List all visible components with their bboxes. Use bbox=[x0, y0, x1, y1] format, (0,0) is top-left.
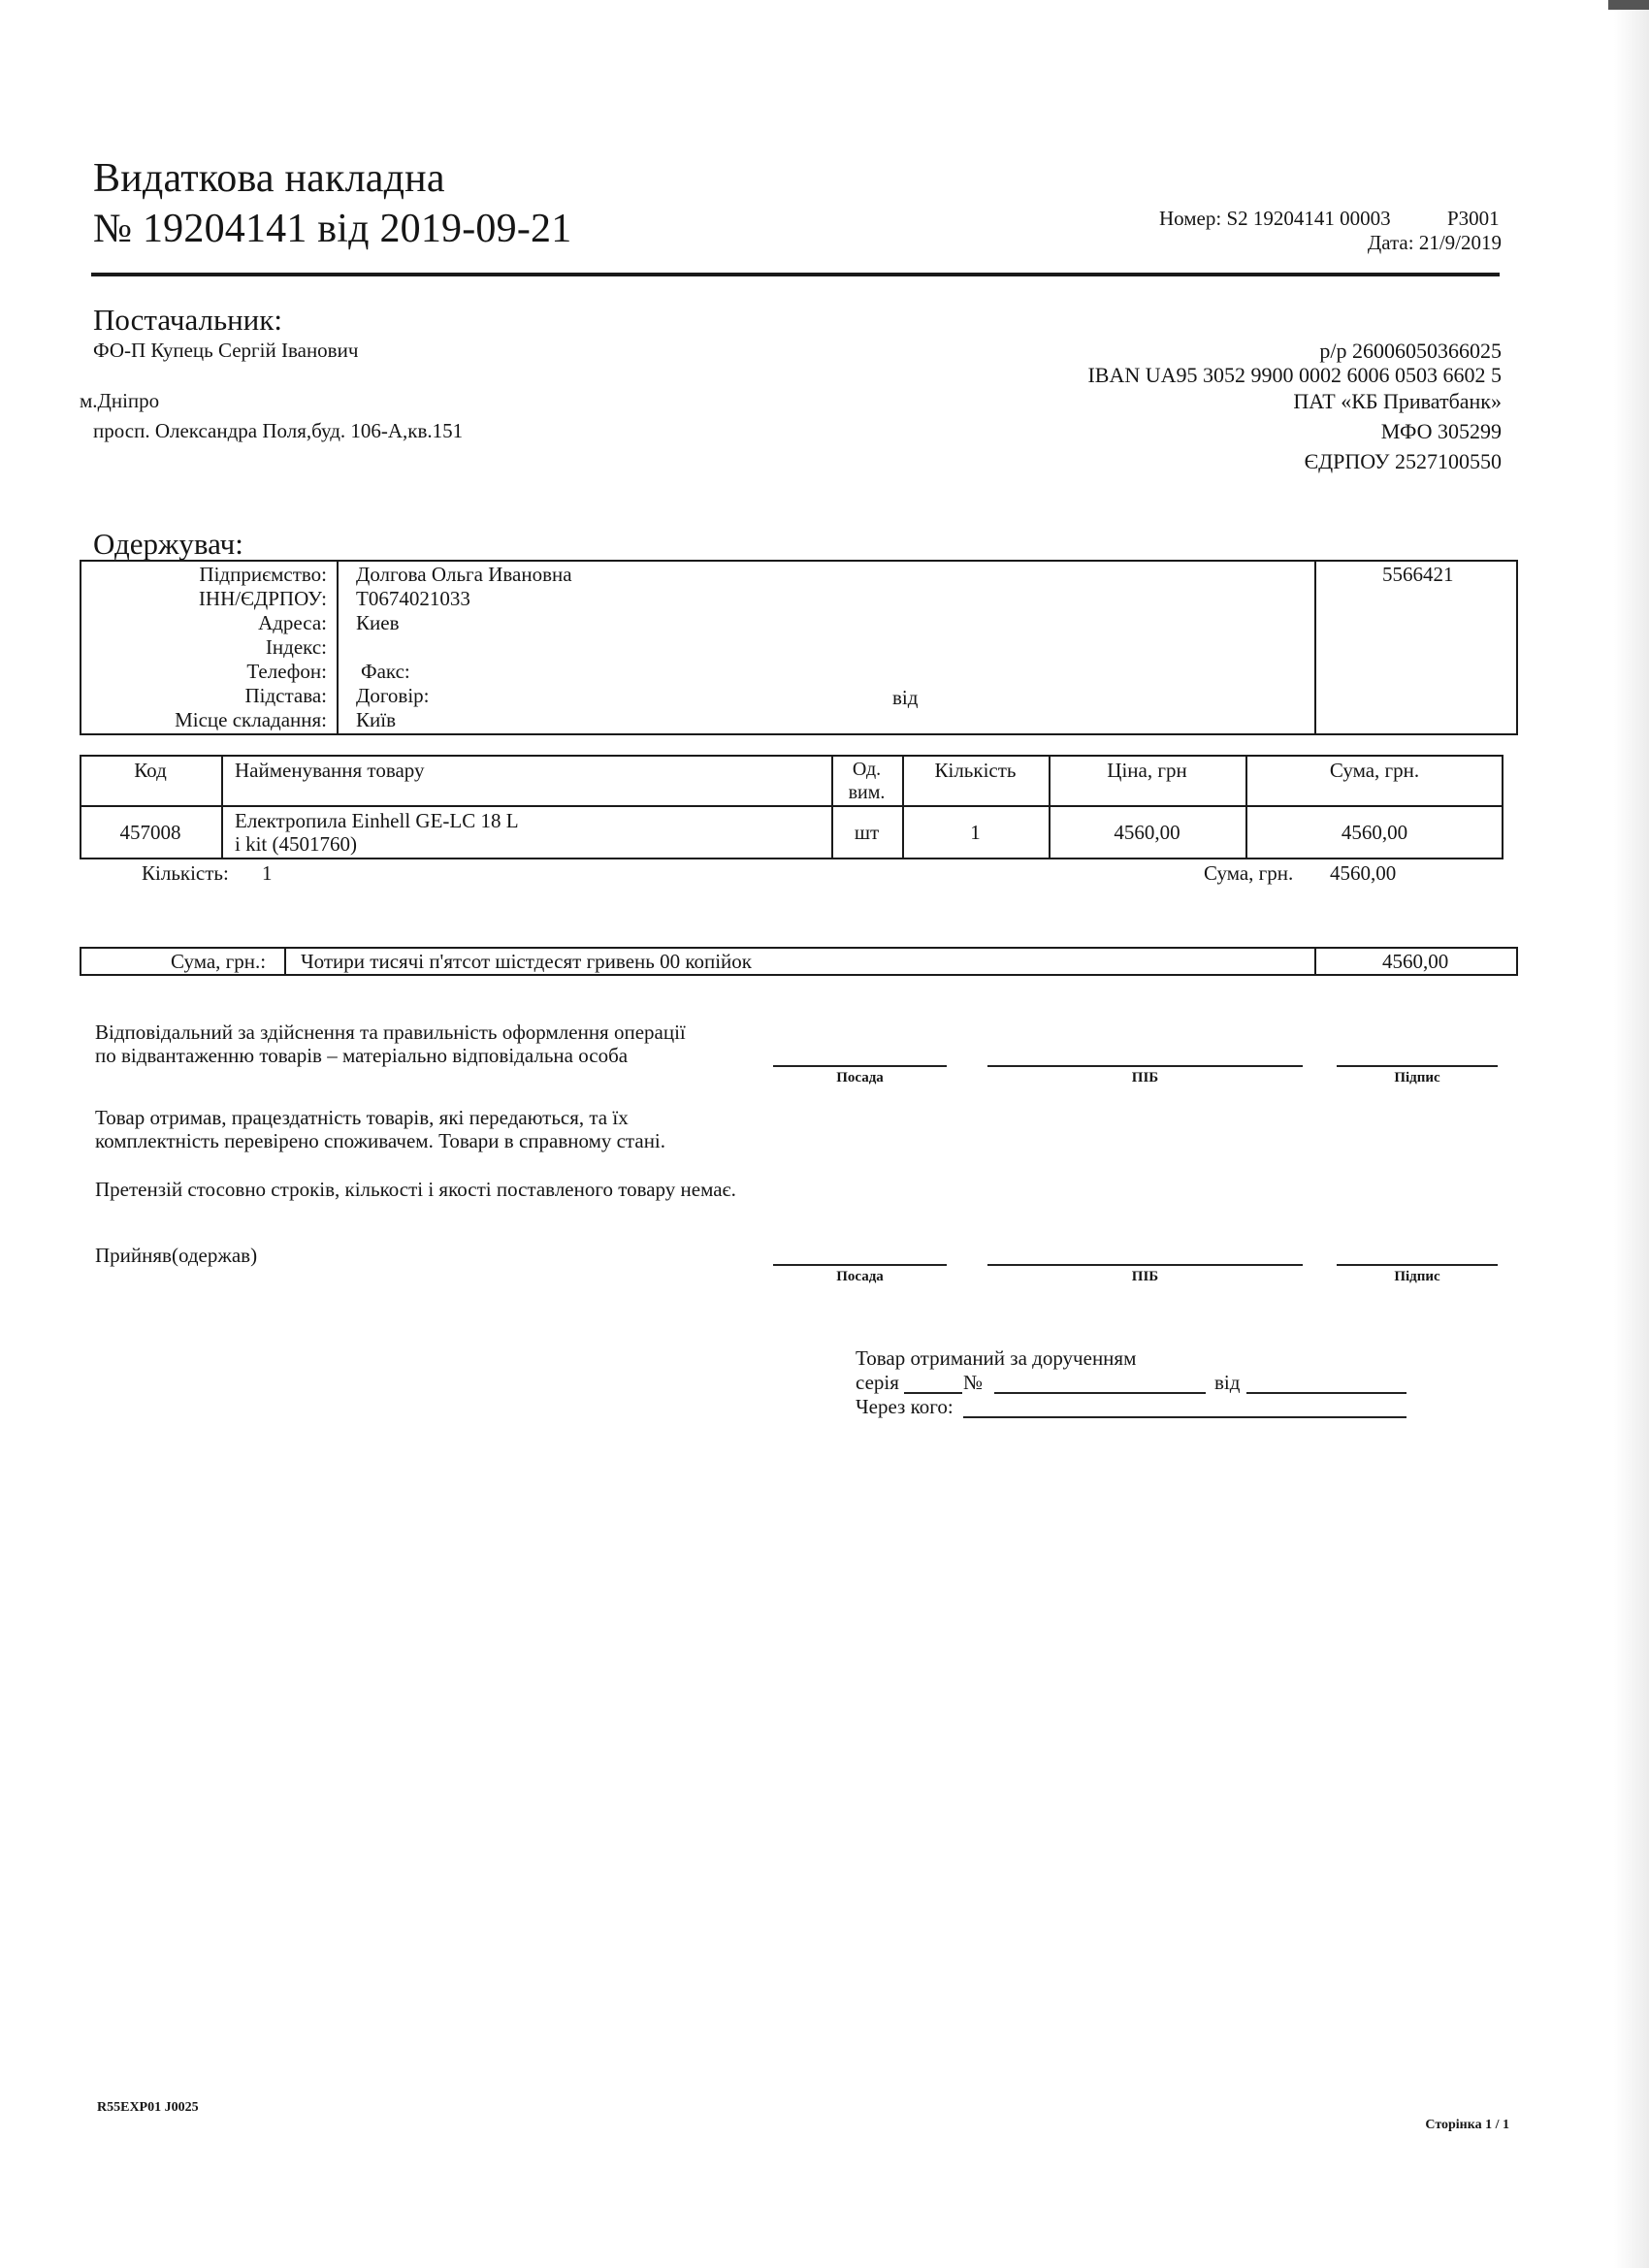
col-header-qty: Кількість bbox=[934, 759, 1017, 782]
poa-number-line bbox=[994, 1392, 1206, 1394]
items-header-divider bbox=[80, 805, 1504, 807]
label-basis: Підстава: bbox=[244, 684, 327, 707]
responsible-text-line1: Відповідальний за здійснення та правильність оформлення операції bbox=[95, 1021, 686, 1044]
acceptance-name-line bbox=[987, 1264, 1303, 1266]
page-number: Сторінка 1 / 1 bbox=[1425, 2118, 1509, 2132]
poa-from-line bbox=[1246, 1392, 1406, 1394]
acceptance-name-caption: ПІБ bbox=[1131, 1269, 1159, 1284]
supplier-name: ФО-П Купець Сергій Іванович bbox=[93, 339, 359, 362]
document-code: P3001 bbox=[1447, 207, 1500, 230]
received-text-line1: Товар отримав, працездатність товарів, які передаються, та їх bbox=[95, 1106, 629, 1129]
supplier-edrpou: ЄДРПОУ 2527100550 bbox=[1304, 449, 1502, 473]
label-company: Підприємство: bbox=[199, 563, 327, 586]
row-unit: шт bbox=[854, 821, 880, 844]
supplier-city: м.Дніпро bbox=[80, 389, 160, 412]
supplier-mfo: МФО 305299 bbox=[1380, 419, 1502, 443]
responsible-position-caption: Посада bbox=[836, 1070, 884, 1085]
received-text-line2: комплектність перевірено споживачем. Товари в справному стані. bbox=[95, 1129, 666, 1152]
recipient-place: Київ bbox=[356, 708, 396, 731]
poa-via-label: Через кого: bbox=[856, 1395, 954, 1418]
recipient-inn: Т0674021033 bbox=[356, 587, 470, 610]
recipient-code: 5566421 bbox=[1382, 563, 1454, 586]
qty-total-label: Кількість: bbox=[142, 861, 229, 885]
col-header-unit-1: Од. bbox=[852, 759, 882, 780]
supplier-iban: IBAN UA95 3052 9900 0002 6006 0503 6602 5 bbox=[1087, 363, 1502, 387]
responsible-signature-line bbox=[1337, 1065, 1498, 1067]
label-index: Індекс: bbox=[265, 635, 327, 659]
document-number-title: № 19204141 від 2019-09-21 bbox=[93, 207, 572, 251]
poa-via-line bbox=[963, 1416, 1406, 1418]
supplier-address: просп. Олександра Поля,буд. 106-А,кв.151 bbox=[93, 419, 464, 442]
row-sum: 4560,00 bbox=[1341, 821, 1408, 844]
col-header-sum: Сума, грн. bbox=[1329, 759, 1420, 782]
label-inn: ІНН/ЄДРПОУ: bbox=[198, 587, 327, 610]
row-code: 457008 bbox=[119, 821, 181, 844]
supplier-bank: ПАТ «КБ Приватбанк» bbox=[1293, 389, 1502, 413]
col-header-price: Ціна, грн bbox=[1107, 759, 1187, 782]
recipient-label-divider bbox=[337, 560, 339, 735]
recipient-address: Киев bbox=[356, 611, 400, 634]
document-date: Дата: 21/9/2019 bbox=[1367, 231, 1502, 254]
scan-edge-shadow bbox=[1614, 0, 1649, 2268]
responsible-text-line2: по відвантаженню товарів – матеріально відповідальна особа bbox=[95, 1044, 629, 1067]
document-title: Видаткова накладна bbox=[93, 156, 445, 201]
row-price: 4560,00 bbox=[1114, 821, 1180, 844]
acceptance-position-caption: Посада bbox=[836, 1269, 884, 1284]
acceptance-signature-line bbox=[1337, 1264, 1498, 1266]
supplier-section-label: Постачальник: bbox=[93, 303, 282, 337]
acceptance-label: Прийняв(одержав) bbox=[95, 1244, 258, 1267]
total-box bbox=[80, 947, 1518, 976]
col-header-code: Код bbox=[134, 759, 167, 782]
supplier-account: р/р 26006050366025 bbox=[1319, 339, 1502, 363]
form-code: R55EXP01 J0025 bbox=[97, 2100, 199, 2115]
col-header-name: Найменування товару bbox=[235, 759, 425, 782]
sum-total-label: Сума, грн. bbox=[1204, 861, 1294, 885]
poa-from-label: від bbox=[1214, 1371, 1241, 1394]
label-phone: Телефон: bbox=[246, 660, 327, 683]
recipient-fax-label: Факс: bbox=[361, 660, 410, 683]
poa-series-label: серія bbox=[856, 1371, 899, 1394]
responsible-signature-caption: Підпис bbox=[1394, 1070, 1440, 1085]
header-divider bbox=[91, 273, 1500, 276]
responsible-name-caption: ПІБ bbox=[1131, 1070, 1159, 1085]
poa-series-line bbox=[904, 1392, 962, 1394]
total-label: Сума, грн.: bbox=[171, 950, 267, 973]
recipient-code-divider bbox=[1314, 560, 1316, 735]
recipient-company: Долгова Ольга Ивановна bbox=[356, 563, 572, 586]
col-divider-1 bbox=[221, 755, 223, 859]
sum-total: 4560,00 bbox=[1330, 861, 1397, 885]
row-qty: 1 bbox=[970, 821, 981, 844]
total-box-divider-1 bbox=[284, 947, 286, 976]
recipient-basis: Договір: bbox=[356, 684, 430, 707]
total-amount: 4560,00 bbox=[1382, 950, 1449, 973]
claims-text: Претензій стосовно строків, кількості і якості поставленого товару немає. bbox=[95, 1178, 736, 1201]
poa-title: Товар отриманий за дорученням bbox=[856, 1346, 1137, 1370]
row-name-line2: i kit (4501760) bbox=[235, 832, 357, 856]
responsible-position-line bbox=[773, 1065, 947, 1067]
recipient-basis-from: від bbox=[892, 686, 919, 709]
total-words: Чотири тисячі п'ятсот шістдесят гривень 00 копійок bbox=[301, 950, 752, 973]
acceptance-signature-caption: Підпис bbox=[1394, 1269, 1440, 1284]
poa-number-label: № bbox=[963, 1371, 984, 1394]
col-header-unit-2: вим. bbox=[848, 782, 886, 803]
scan-edge-mark bbox=[1608, 0, 1649, 10]
acceptance-position-line bbox=[773, 1264, 947, 1266]
recipient-section-label: Одержувач: bbox=[93, 527, 243, 561]
qty-total: 1 bbox=[262, 861, 273, 885]
responsible-name-line bbox=[987, 1065, 1303, 1067]
row-name-line1: Електропила Einhell GE-LC 18 L bbox=[235, 809, 519, 832]
label-place: Місце складання: bbox=[175, 708, 327, 731]
document-number: Номер: S2 19204141 00003 bbox=[1159, 207, 1391, 230]
total-box-divider-2 bbox=[1314, 947, 1316, 976]
label-address: Адреса: bbox=[258, 611, 327, 634]
